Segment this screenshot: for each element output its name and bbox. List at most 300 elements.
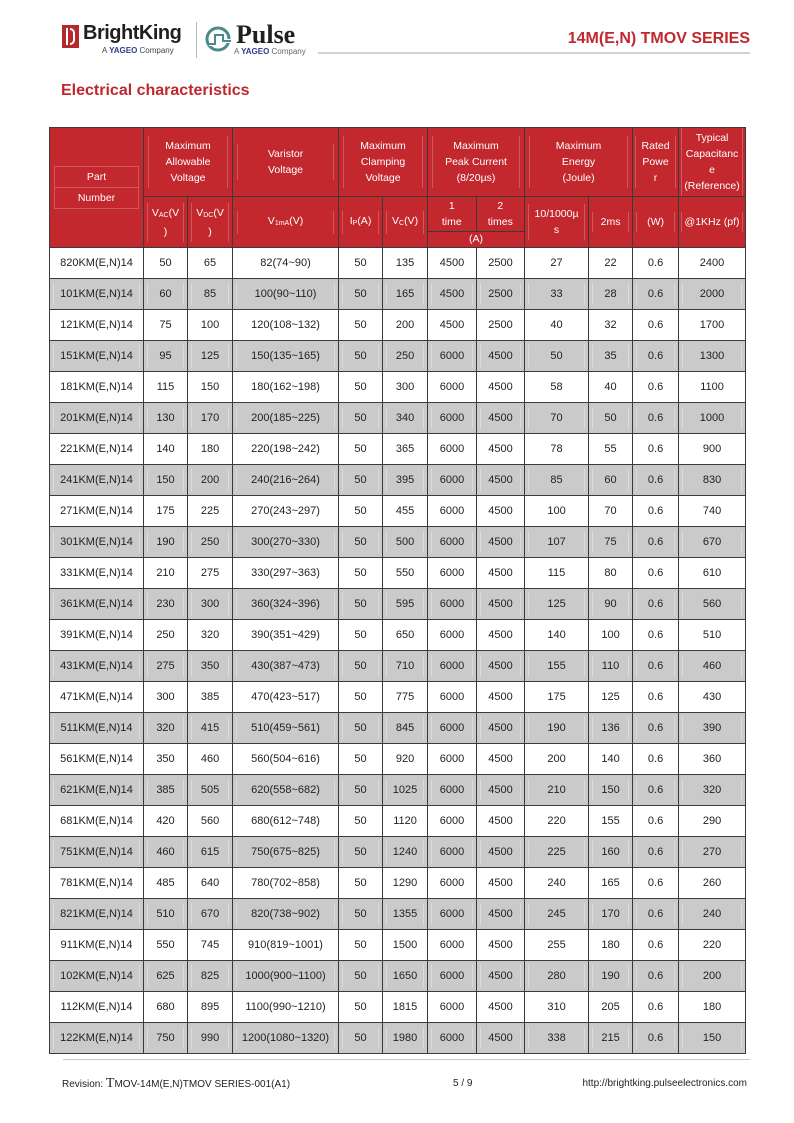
cell-rated-power (633, 868, 679, 899)
cell-value: 28 (592, 283, 629, 305)
cell-rated-power (633, 775, 679, 806)
cell-value: 221KM(E,N)14 (60, 442, 133, 455)
cell-value: 595 (386, 593, 424, 615)
cell-capacitance (679, 682, 746, 713)
cell-value: 55 (604, 442, 617, 455)
cell-value: 0.6 (636, 469, 675, 491)
cell-value: 0.6 (636, 903, 675, 925)
cell-capacitance (679, 744, 746, 775)
cell-ip (339, 558, 383, 589)
cell-part-number (50, 713, 144, 744)
cell-varistor-voltage (233, 341, 339, 372)
cell-value: 180 (601, 938, 620, 951)
cell-value: 100 (200, 318, 220, 331)
cell-value: 50 (354, 380, 367, 393)
cell-peak-1-time (428, 713, 477, 744)
cell-vdc (188, 961, 233, 992)
cell-rated-power (633, 279, 679, 310)
cell-value: 136 (592, 717, 629, 739)
cell-vac (144, 527, 188, 558)
cell-vac (144, 589, 188, 620)
cell-value: 50 (354, 256, 367, 269)
header-line: Powe (642, 156, 669, 168)
cell-energy-2ms (589, 310, 633, 341)
cell-value: 112KM(E,N)14 (60, 1000, 133, 1013)
cell-peak-2-times (477, 713, 525, 744)
cell-capacitance (679, 620, 746, 651)
cell-value: 301KM(E,N)14 (53, 531, 140, 553)
cell-varistor-voltage (233, 527, 339, 558)
cell-value: 50 (342, 841, 379, 863)
cell-peak-1-time (428, 589, 477, 620)
cell-value: 4500 (488, 1000, 513, 1013)
cell-value: 550 (395, 566, 415, 579)
cell-value: 0.6 (647, 690, 664, 703)
cell-peak-1-time (428, 372, 477, 403)
table-row (50, 868, 746, 899)
cell-peak-2-times (477, 310, 525, 341)
col-header-one-time (428, 197, 477, 231)
cell-value: 107 (528, 531, 585, 553)
cell-value: 210 (528, 779, 585, 801)
cell-varistor-voltage (233, 465, 339, 496)
cell-capacitance (679, 899, 746, 930)
cell-vc (383, 868, 428, 899)
header-text (635, 136, 676, 188)
symbol: V (151, 206, 159, 219)
cell-energy-2ms (589, 899, 633, 930)
cell-value: 430 (702, 690, 722, 703)
cell-value: 135 (395, 256, 415, 269)
cell-value: 390 (682, 717, 742, 739)
cell-value: 300 (395, 380, 415, 393)
cell-peak-1-time (428, 527, 477, 558)
cell-value: 70 (604, 504, 617, 517)
cell-part-number (50, 620, 144, 651)
header-line: (8/20µs) (456, 172, 496, 184)
cell-value: 1500 (392, 938, 418, 951)
cell-rated-power (633, 403, 679, 434)
cell-value: 125 (191, 345, 229, 367)
cell-value: 385 (147, 779, 184, 801)
table-row (50, 713, 746, 744)
cell-vac (144, 713, 188, 744)
cell-vdc (188, 775, 233, 806)
cell-value: 1650 (386, 965, 424, 987)
cell-peak-1-time (428, 744, 477, 775)
cell-value: 165 (601, 876, 620, 889)
cell-vac (144, 744, 188, 775)
header-line: Rated (641, 140, 670, 152)
cell-varistor-voltage (233, 620, 339, 651)
cell-energy-10-1000us (525, 713, 589, 744)
cell-value: 338 (528, 1027, 585, 1049)
cell-peak-2-times (477, 558, 525, 589)
cell-energy-2ms (589, 868, 633, 899)
cell-value: 750 (147, 1027, 184, 1049)
cell-value: 4500 (480, 1027, 521, 1049)
cell-value: 0.6 (636, 593, 675, 615)
cell-value: 670 (682, 531, 742, 553)
cell-value: 140 (601, 752, 620, 765)
cell-energy-2ms (589, 930, 633, 961)
cell-energy-10-1000us (525, 589, 589, 620)
cell-value: 50 (342, 655, 379, 677)
header-line: Voltage (365, 172, 401, 184)
subscript: C (399, 219, 405, 227)
table-row (50, 434, 746, 465)
cell-peak-1-time (428, 899, 477, 930)
cell-peak-2-times (477, 620, 525, 651)
cell-energy-2ms (589, 744, 633, 775)
cell-value: 4500 (488, 504, 513, 517)
cell-varistor-voltage (233, 775, 339, 806)
cell-varistor-voltage (233, 372, 339, 403)
cell-part-number (50, 682, 144, 713)
electrical-characteristics-table (49, 127, 746, 1054)
cell-energy-2ms (589, 837, 633, 868)
cell-varistor-voltage (233, 713, 339, 744)
cell-vc (383, 341, 428, 372)
cell-vc (383, 651, 428, 682)
cell-vac (144, 465, 188, 496)
cell-value: 50 (354, 628, 367, 641)
cell-ip (339, 403, 383, 434)
cell-value: 825 (191, 965, 229, 987)
cell-value: 6000 (431, 779, 473, 801)
cell-peak-2-times (477, 744, 525, 775)
cell-vac (144, 837, 188, 868)
cell-value: 255 (547, 938, 566, 951)
cell-varistor-voltage (233, 930, 339, 961)
table-row (50, 465, 746, 496)
cell-value: 350 (191, 655, 229, 677)
cell-value: 0.6 (647, 256, 664, 269)
table-row (50, 682, 746, 713)
cell-value: 50 (354, 752, 367, 765)
cell-energy-10-1000us (525, 899, 589, 930)
tagline-brand: YAGEO (241, 47, 270, 56)
cell-ip (339, 961, 383, 992)
table-row (50, 775, 746, 806)
cell-value: 75 (159, 318, 172, 331)
cell-value: 415 (191, 717, 229, 739)
cell-energy-10-1000us (525, 930, 589, 961)
cell-value: 510(459~561) (236, 717, 335, 739)
cell-value: 245 (528, 903, 585, 925)
cell-value: 4500 (480, 531, 521, 553)
cell-value: 4500 (480, 903, 521, 925)
cell-vac (144, 899, 188, 930)
cell-value: 115 (547, 566, 566, 579)
cell-capacitance (679, 558, 746, 589)
cell-value: 1290 (392, 876, 418, 889)
cell-value: 22 (604, 256, 617, 269)
cell-value: 50 (342, 283, 379, 305)
part-label: Part (54, 166, 139, 187)
cell-value: 4500 (480, 779, 521, 801)
cell-vc (383, 775, 428, 806)
cell-value: 201KM(E,N)14 (53, 407, 140, 429)
cell-value: 280 (528, 965, 585, 987)
cell-value: 395 (386, 469, 424, 491)
cell-peak-2-times (477, 341, 525, 372)
brightking-name: BrightKing (83, 22, 182, 44)
cell-varistor-voltage (233, 899, 339, 930)
cell-value: 205 (601, 1000, 620, 1013)
cell-value: 50 (342, 531, 379, 553)
table-body (50, 248, 746, 1054)
cell-value: 260 (702, 876, 722, 889)
cell-part-number (50, 806, 144, 837)
cell-value: 6000 (431, 1027, 473, 1049)
cell-varistor-voltage (233, 1023, 339, 1054)
cell-capacitance (679, 868, 746, 899)
cell-value: 65 (203, 256, 217, 269)
cell-value: 50 (342, 965, 379, 987)
cell-rated-power (633, 651, 679, 682)
header-text (147, 203, 184, 242)
cell-value: 0.6 (636, 779, 675, 801)
cell-vdc (188, 496, 233, 527)
header-divider (318, 52, 750, 54)
cell-energy-2ms (589, 961, 633, 992)
header-line: r (653, 172, 658, 184)
unit-tail: ) (163, 225, 168, 238)
cell-vc (383, 899, 428, 930)
cell-value: 821KM(E,N)14 (53, 903, 140, 925)
cell-vac (144, 558, 188, 589)
cell-value: 625 (147, 965, 184, 987)
cell-value: 50 (342, 779, 379, 801)
cell-value: 110 (592, 655, 629, 677)
cell-ip (339, 279, 383, 310)
cell-value: 0.6 (647, 1000, 664, 1013)
cell-part-number (50, 341, 144, 372)
cell-value: 6000 (431, 841, 473, 863)
cell-vac (144, 434, 188, 465)
cell-value: 1300 (682, 345, 742, 367)
cell-peak-1-time (428, 310, 477, 341)
logo-divider (196, 22, 197, 58)
cell-ip (339, 248, 383, 279)
cell-value: 1200(1080~1320) (236, 1027, 335, 1049)
cell-value: 320 (682, 779, 742, 801)
cell-peak-2-times (477, 961, 525, 992)
cell-value: 560 (200, 814, 220, 827)
cell-value: 155 (601, 814, 620, 827)
cell-vdc (188, 620, 233, 651)
cell-value: 270 (682, 841, 742, 863)
cell-value: 1815 (392, 1000, 418, 1013)
cell-energy-2ms (589, 279, 633, 310)
footer-url[interactable]: http://brightking.pulseelectronics.com (582, 1078, 747, 1089)
cell-ip (339, 589, 383, 620)
col-header-max-peak-current (428, 128, 525, 197)
cell-value: 4500 (480, 717, 521, 739)
cell-energy-2ms (589, 651, 633, 682)
cell-rated-power (633, 992, 679, 1023)
cell-value: 100(90~110) (236, 283, 335, 305)
cell-capacitance (679, 651, 746, 682)
cell-vdc (188, 527, 233, 558)
cell-vac (144, 248, 188, 279)
cell-value: 0.6 (636, 841, 675, 863)
table-row (50, 558, 746, 589)
cell-peak-2-times (477, 992, 525, 1023)
pulse-mark-icon (204, 26, 234, 52)
header-text: (W) (636, 212, 675, 232)
cell-part-number (50, 1023, 144, 1054)
cell-value: 220 (702, 938, 722, 951)
cell-vdc (188, 806, 233, 837)
cell-value: 0.6 (636, 407, 675, 429)
cell-energy-2ms (589, 527, 633, 558)
table-row (50, 1023, 746, 1054)
cell-vdc (188, 434, 233, 465)
cell-peak-2-times (477, 403, 525, 434)
cell-vc (383, 589, 428, 620)
cell-value: 4500 (488, 380, 513, 393)
cell-ip (339, 682, 383, 713)
table-row (50, 837, 746, 868)
cell-ip (339, 651, 383, 682)
cell-value: 155 (528, 655, 585, 677)
cell-peak-1-time (428, 1023, 477, 1054)
cell-energy-2ms (589, 1023, 633, 1054)
cell-value: 80 (604, 566, 617, 579)
cell-value: 6000 (439, 938, 465, 951)
cell-vc (383, 930, 428, 961)
cell-energy-10-1000us (525, 775, 589, 806)
cell-value: 610 (702, 566, 722, 579)
cell-value: 50 (342, 593, 379, 615)
cell-vc (383, 713, 428, 744)
cell-value: 0.6 (647, 938, 664, 951)
cell-value: 361KM(E,N)14 (53, 593, 140, 615)
cell-vdc (188, 868, 233, 899)
cell-value: 561KM(E,N)14 (60, 752, 133, 765)
cell-peak-2-times (477, 651, 525, 682)
cell-value: 33 (528, 283, 585, 305)
cell-capacitance (679, 775, 746, 806)
cell-energy-2ms (589, 992, 633, 1023)
cell-value: 50 (354, 814, 367, 827)
cell-ip (339, 372, 383, 403)
col-header-max-energy (525, 128, 633, 197)
cell-peak-1-time (428, 868, 477, 899)
cell-energy-10-1000us (525, 961, 589, 992)
cell-value: 681KM(E,N)14 (60, 814, 133, 827)
table-row (50, 341, 746, 372)
col-header-rated-power (633, 128, 679, 197)
cell-energy-2ms (589, 496, 633, 527)
cell-value: 6000 (439, 752, 465, 765)
cell-peak-1-time (428, 248, 477, 279)
cell-value: 50 (592, 407, 629, 429)
tagline-brand: YAGEO (109, 46, 138, 55)
col-header-cap-unit (679, 197, 746, 248)
cell-value: 511KM(E,N)14 (53, 717, 140, 739)
cell-rated-power (633, 744, 679, 775)
cell-value: 275 (147, 655, 184, 677)
col-header-two-times (477, 197, 525, 231)
cell-value: 122KM(E,N)14 (53, 1027, 140, 1049)
cell-rated-power (633, 434, 679, 465)
cell-value: 50 (528, 345, 585, 367)
cell-energy-2ms (589, 434, 633, 465)
cell-part-number (50, 372, 144, 403)
cell-value: 170 (191, 407, 229, 429)
cell-value: 830 (682, 469, 742, 491)
peak-current-unit: (A) (428, 231, 524, 247)
cell-capacitance (679, 930, 746, 961)
col-header-energy-10-1000 (525, 197, 589, 248)
cell-value: 200 (191, 469, 229, 491)
cell-value: 170 (592, 903, 629, 925)
cell-capacitance (679, 527, 746, 558)
cell-peak-1-time (428, 651, 477, 682)
col-header-varistor-voltage (233, 128, 339, 197)
cell-value: 751KM(E,N)14 (53, 841, 140, 863)
col-header-max-clamping-voltage (339, 128, 428, 197)
cell-rated-power (633, 1023, 679, 1054)
table-row (50, 961, 746, 992)
tagline-suffix: Company (269, 47, 306, 56)
cell-vac (144, 961, 188, 992)
cell-value: 60 (147, 283, 184, 305)
cell-value: 60 (592, 469, 629, 491)
cell-rated-power (633, 806, 679, 837)
cell-value: 385 (200, 690, 220, 703)
cell-rated-power (633, 620, 679, 651)
cell-energy-10-1000us (525, 372, 589, 403)
cell-value: 275 (200, 566, 220, 579)
cell-value: 0.6 (647, 814, 664, 827)
cell-value: 680(612~748) (251, 814, 320, 827)
header-line: Energy (561, 156, 596, 168)
brightking-mark-icon (62, 25, 79, 48)
cell-ip (339, 837, 383, 868)
cell-peak-2-times (477, 899, 525, 930)
cell-ip (339, 1023, 383, 1054)
cell-value: 2000 (682, 283, 742, 305)
cell-peak-1-time (428, 682, 477, 713)
cell-value: 0.6 (636, 345, 675, 367)
cell-value: 210 (156, 566, 175, 579)
cell-value: 101KM(E,N)14 (53, 283, 140, 305)
cell-value: 270(243~297) (251, 504, 320, 517)
cell-value: 85 (191, 283, 229, 305)
cell-part-number (50, 465, 144, 496)
cell-capacitance (679, 713, 746, 744)
col-header-vdc (188, 197, 233, 248)
cell-energy-2ms (589, 248, 633, 279)
cell-capacitance (679, 961, 746, 992)
cell-vdc (188, 713, 233, 744)
cell-value: 50 (342, 1027, 379, 1049)
cell-value: 250 (156, 628, 175, 641)
cell-value: 0.6 (636, 283, 675, 305)
revision-initial: T (105, 1076, 115, 1091)
cell-value: 100 (547, 504, 566, 517)
cell-value: 32 (604, 318, 617, 331)
cell-energy-10-1000us (525, 248, 589, 279)
cell-value: 1025 (386, 779, 424, 801)
cell-value: 50 (354, 876, 367, 889)
pulse-tagline (234, 47, 306, 56)
cell-capacitance (679, 279, 746, 310)
